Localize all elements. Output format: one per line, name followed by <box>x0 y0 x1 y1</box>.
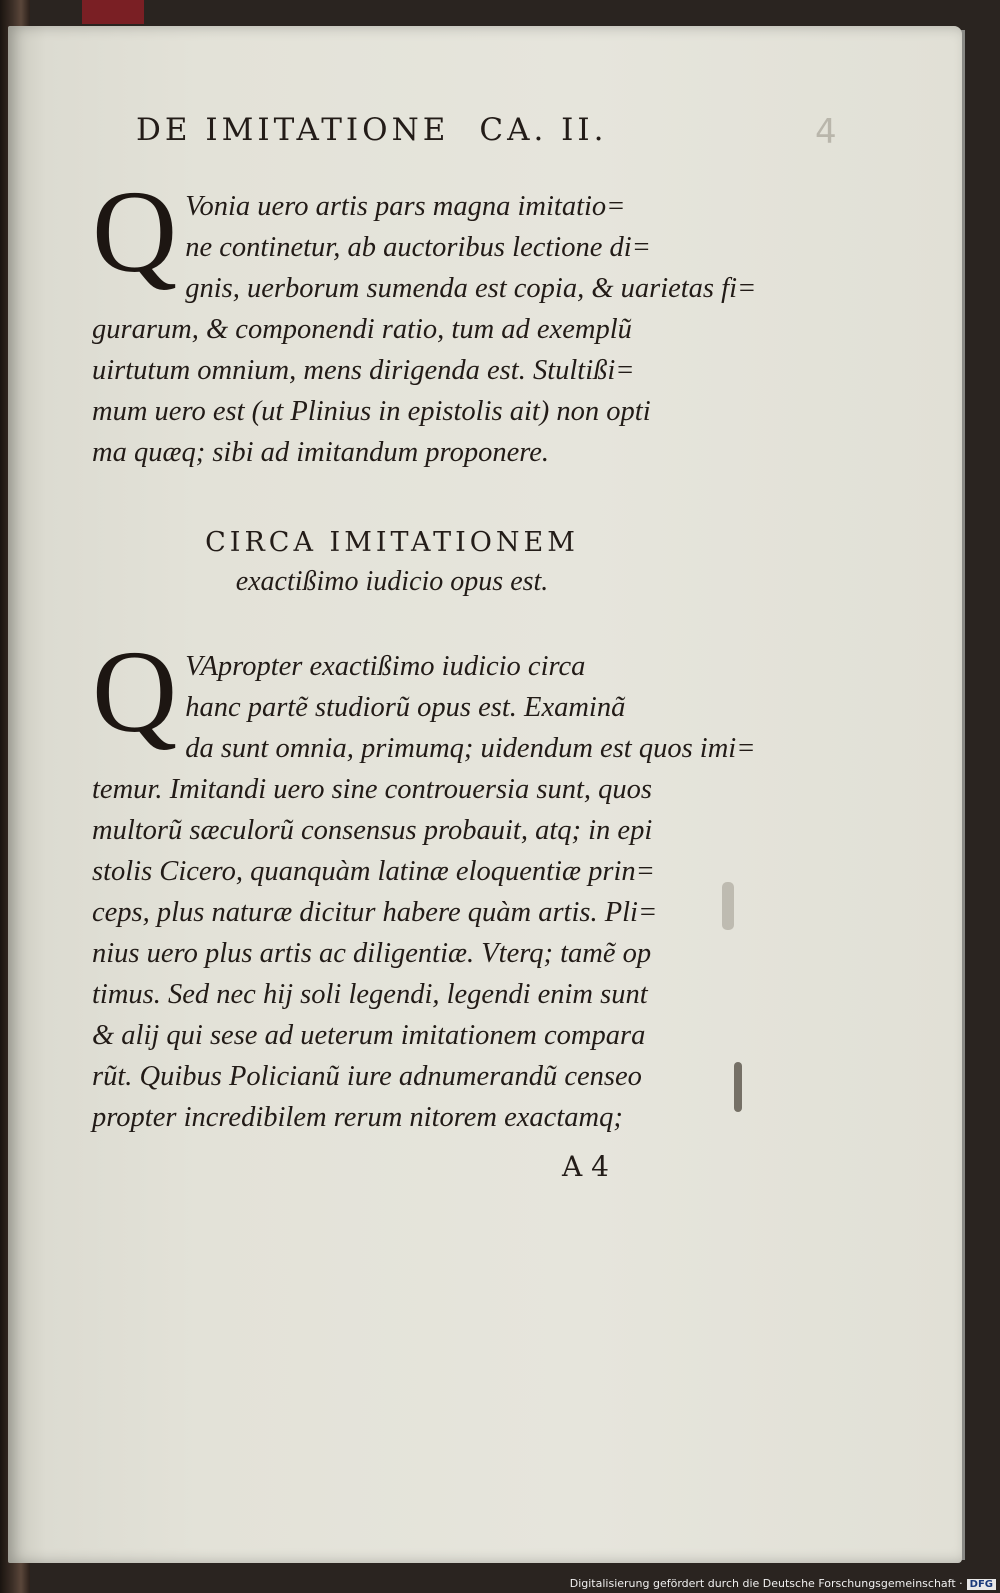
text-line: timus. Sed nec hij soli legendi, legendi enim sunt <box>92 979 648 1010</box>
signature-mark: A 4 <box>562 1150 609 1183</box>
section-heading <box>92 524 692 602</box>
dfg-logo: DFG <box>967 1579 996 1590</box>
text-line: propter incredibilem rerum nitorem exactamq; <box>92 1102 623 1133</box>
text-line: da sunt omnia, primumq; uidendum est quos imi= <box>185 733 756 764</box>
paragraph-2 <box>92 626 756 1138</box>
running-head-chapter: CA. II. <box>479 112 608 148</box>
text-line: hanc partẽ studiorũ opus est. Examinã <box>185 692 626 723</box>
ink-stain <box>734 1062 742 1112</box>
ink-stain <box>722 882 734 930</box>
paragraph-1 <box>92 166 757 473</box>
pencil-folio-number: 4 <box>815 112 837 152</box>
text-line: stolis Cicero, quanquàm latinæ eloquentiæ prin= <box>92 856 655 887</box>
section-heading-caps: CIRCA IMITATIONEM <box>205 527 579 558</box>
text-line: ma quæq; sibi ad imitandum proponere. <box>92 437 550 468</box>
text-line: mum uero est (ut Plinius in epistolis ait) non opti <box>92 396 651 427</box>
credit-text: Digitalisierung gefördert durch die Deutsche Forschungsgemeinschaft · <box>569 1577 963 1590</box>
drop-capital: Q <box>92 626 178 757</box>
drop-capital: Q <box>92 166 178 297</box>
digitization-credit <box>570 1577 996 1590</box>
text-line: nius uero plus artis ac diligentiæ. Vterq; tamẽ op <box>92 938 652 969</box>
text-line: Vonia uero artis pars magna imitatio= <box>185 191 626 222</box>
text-line: multorũ sæculorũ consensus probauit, atq; in epi <box>92 815 653 846</box>
text-line: rũt. Quibus Policianũ iure adnumerandũ censeo <box>92 1061 642 1092</box>
text-line: ne continetur, ab auctoribus lectione di= <box>185 232 651 263</box>
section-heading-italic: exactißimo iudicio opus est. <box>235 566 549 597</box>
text-line: uirtutum omnium, mens dirigenda est. Stultißi= <box>92 355 635 386</box>
text-line: gnis, uerborum sumenda est copia, & uarietas fi= <box>185 273 757 304</box>
text-line: VApropter exactißimo iudicio circa <box>185 651 586 682</box>
text-line: ceps, plus naturæ dicitur habere quàm artis. Pli= <box>92 897 658 928</box>
running-head-title: DE IMITATIONE <box>136 112 450 148</box>
text-line: temur. Imitandi uero sine controuersia sunt, quos <box>92 774 652 805</box>
text-line: & alij qui sese ad ueterum imitationem compara <box>92 1020 646 1051</box>
running-head <box>136 112 656 148</box>
text-line: gurarum, & componendi ratio, tum ad exemplũ <box>92 314 632 345</box>
bookmark-ribbon <box>82 0 144 24</box>
